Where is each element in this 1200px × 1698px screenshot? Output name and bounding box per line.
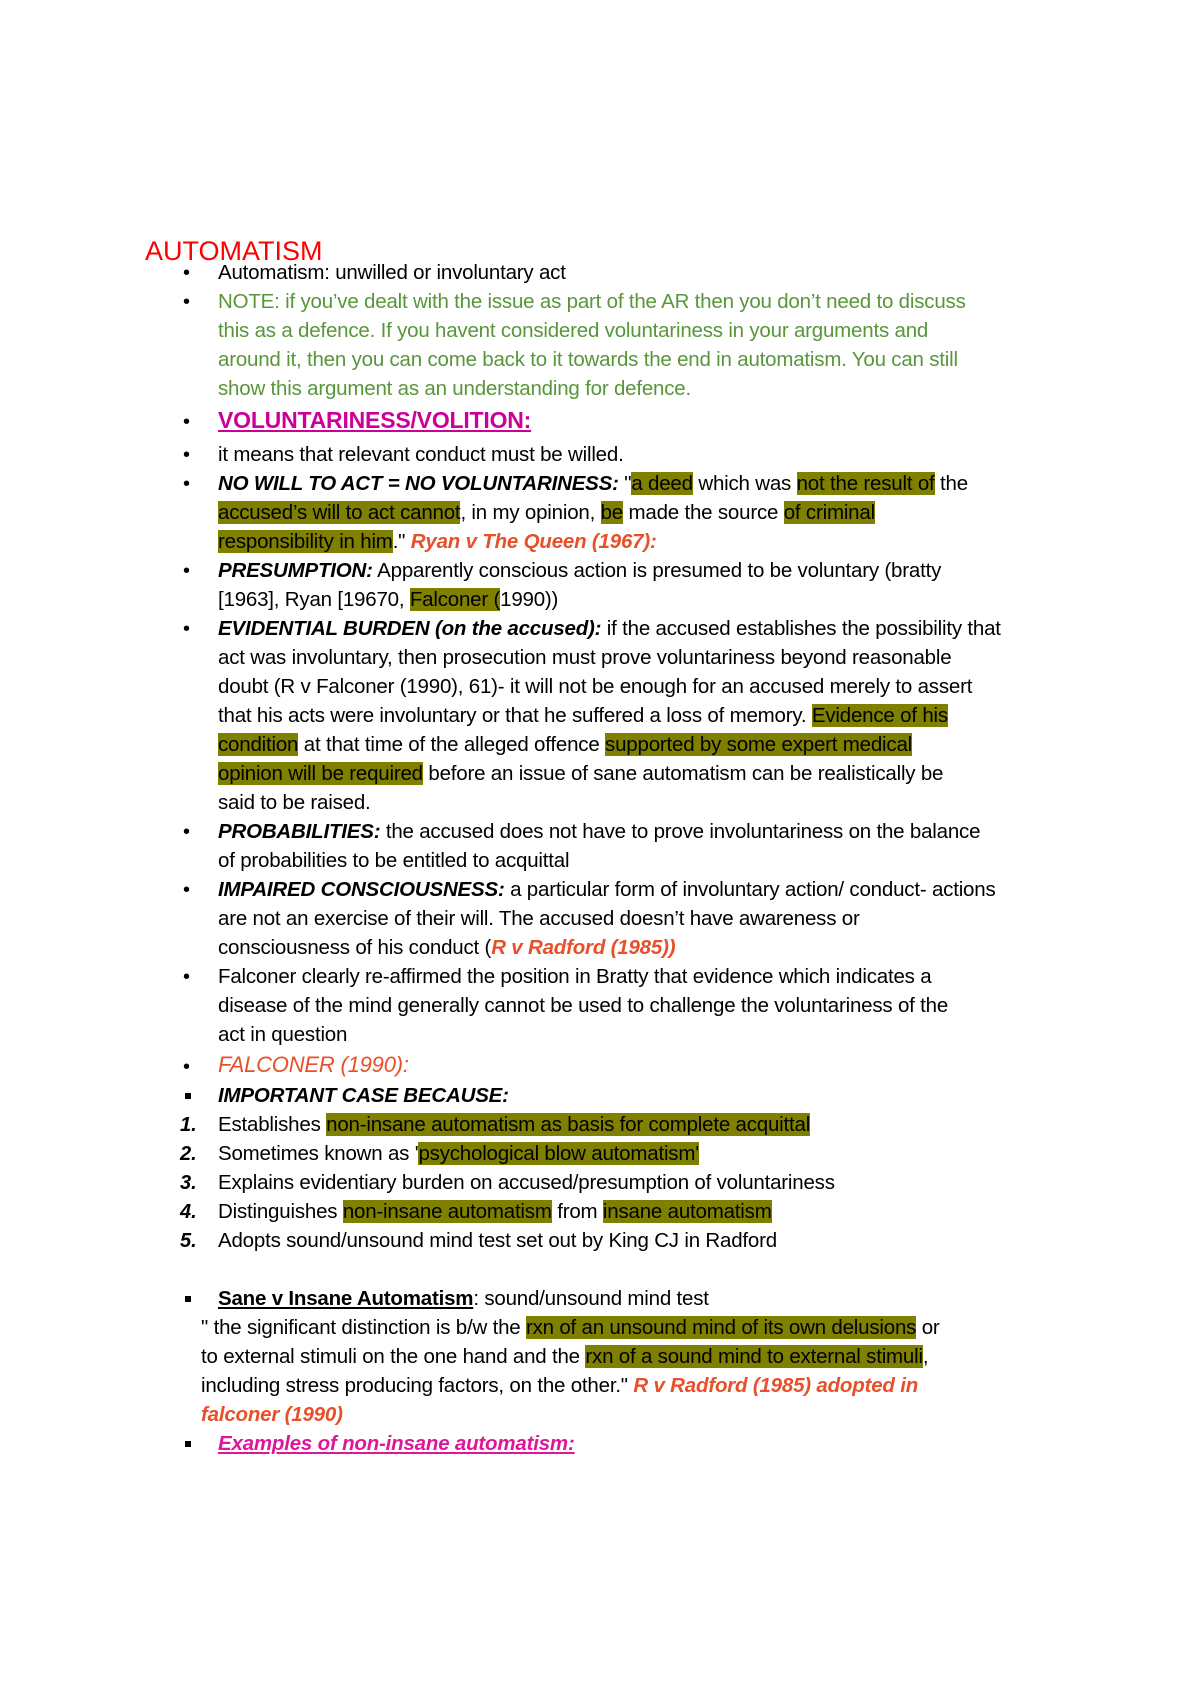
text: , in my opinion, [460,501,601,524]
text: [1963], Ryan [19670, [218,588,410,611]
text: ." [392,530,411,553]
text: that his acts were involuntary or that he suffered a loss of memory. [218,704,812,727]
list-number: 5. [180,1230,197,1252]
bullet-icon: • [183,879,191,901]
note-line: show this argument as an understanding for defence. [218,377,691,400]
quote-line [201,1313,940,1343]
highlight: non-insane automatism [342,1200,552,1223]
text-line: are not an exercise of their will. The accused doesn’t have awareness or [218,907,860,930]
highlight: of criminal [783,501,875,524]
highlight: rxn of a sound mind to external stimuli [585,1345,923,1368]
term-label: NO WILL TO ACT = NO VOLUNTARINESS: [218,472,619,495]
text-line: Falconer clearly re-affirmed the position in Bratty that evidence which indicates a [218,965,932,988]
highlight: not the result of [796,472,935,495]
note-line: this as a defence. If you havent considered voluntariness in your arguments and [218,319,929,342]
text: from [551,1200,603,1223]
text: : sound/unsound mind test [473,1287,709,1310]
bullet-icon: • [183,473,191,495]
text: to external stimuli on the one hand and the [201,1345,586,1368]
bullet-icon: • [183,411,191,433]
highlight: responsibility in him [218,530,393,553]
list-item-evidential [218,614,1001,644]
list-number: 2. [180,1143,197,1165]
text: , [922,1345,929,1368]
text: if the accused establishes the possibility that [601,617,1001,640]
text: Apparently conscious action is presumed to be voluntary (bratty [372,559,942,582]
text: a particular form of involuntary action/ conduct- actions [504,878,996,901]
text: the accused does not have to prove involuntariness on the balance [380,820,981,843]
list-item-sane-insane [218,1284,709,1314]
text: made the source [623,501,784,524]
note-line: around it, then you can come back to it towards the end in automatism. You can still [218,348,958,371]
bullet-icon: • [183,618,191,640]
text-line [218,933,675,963]
text: which was [692,472,797,495]
highlight: Evidence of his [811,704,948,727]
quote-line [201,1342,928,1372]
bullet-icon: • [183,291,191,313]
text-line [218,701,948,731]
highlight: supported by some expert medical [605,733,913,756]
highlight: opinion will be required [218,762,423,785]
text: " the significant distinction is b/w the [201,1316,526,1339]
highlight: non-insane automatism as basis for complete acquittal [326,1113,811,1136]
page-title: AUTOMATISM [145,236,323,266]
bullet-icon: • [183,560,191,582]
bullet-icon: • [183,1056,191,1078]
highlight: insane automatism [602,1200,772,1223]
note-line: NOTE: if you’ve dealt with the issue as part of the AR then you don’t need to discuss [218,290,966,313]
term-label: PROBABILITIES: [218,820,381,843]
text: Sometimes known as ' [218,1142,419,1165]
numbered-item [218,1139,699,1169]
case-citation: falconer (1990) [201,1403,343,1426]
highlight: Falconer ( [409,588,501,611]
bullet-icon: • [183,821,191,843]
text-line: act was involuntary, then prosecution must prove voluntariness beyond reasonable [218,646,952,669]
bullet-icon: • [183,262,191,284]
highlight: condition [218,733,299,756]
text: consciousness of his conduct ( [218,936,492,959]
numbered-item: Explains evidentiary burden on accused/presumption of voluntariness [218,1171,835,1194]
text: the [934,472,968,495]
list-item-probabilities [218,817,980,847]
text-line [218,730,912,760]
text: 1990)) [500,588,559,611]
text-line: said to be raised. [218,791,371,814]
numbered-item [218,1197,772,1227]
term-label: EVIDENTIAL BURDEN (on the accused): [218,617,602,640]
case-citation: R v Radford (1985)) [491,936,676,959]
bullet-icon: • [183,966,191,988]
text: " [618,472,632,495]
square-bullet-icon [185,1296,191,1302]
bullet-icon: • [183,444,191,466]
text: Distinguishes [218,1200,343,1223]
text: Establishes [218,1113,327,1136]
square-bullet-icon [185,1441,191,1447]
text-line [218,759,943,789]
list-item: Automatism: unwilled or involuntary act [218,261,566,284]
text-line: doubt (R v Falconer (1990), 61)- it will not be enough for an accused merely to assert [218,675,973,698]
numbered-item [218,1110,810,1140]
section-heading-falconer: FALCONER (1990): [218,1052,409,1077]
text: including stress producing factors, on the other." [201,1374,634,1397]
list-item-nowill-cont [218,527,657,557]
case-citation: R v Radford (1985) adopted in [633,1374,919,1397]
text: before an issue of sane automatism can be realistically be [422,762,944,785]
text: at that time of the alleged offence [298,733,606,756]
subheading-important: IMPORTANT CASE BECAUSE: [218,1084,509,1107]
list-item: it means that relevant conduct must be willed. [218,443,624,466]
section-heading-voluntariness: VOLUNTARINESS/VOLITION: [218,407,532,433]
term-label: Sane v Insane Automatism [218,1287,474,1310]
highlight: accused’s will to act cannot [218,501,461,524]
square-bullet-icon [185,1093,191,1099]
numbered-item: Adopts sound/unsound mind test set out by King CJ in Radford [218,1229,777,1252]
text: or [916,1316,940,1339]
list-item-nowill-cont [218,498,875,528]
text-line: disease of the mind generally cannot be used to challenge the voluntariness of the [218,994,949,1017]
list-number: 1. [180,1114,197,1136]
highlight: a deed [631,472,693,495]
highlight: psychological blow automatism' [418,1142,699,1165]
list-item-impaired [218,875,996,905]
term-label: IMPAIRED CONSCIOUSNESS: [218,878,505,901]
highlight: be [600,501,624,524]
list-number: 3. [180,1172,197,1194]
subheading-examples: Examples of non-insane automatism: [218,1432,575,1455]
text-line: act in question [218,1023,348,1046]
list-number: 4. [180,1201,197,1223]
list-item-presumption-cont [218,585,558,615]
term-label: PRESUMPTION: [218,559,373,582]
quote-line [201,1371,918,1401]
list-item-nowill [218,469,968,499]
text-line: of probabilities to be entitled to acquittal [218,849,570,872]
list-item-presumption [218,556,941,586]
case-citation: Ryan v The Queen (1967): [410,530,657,553]
highlight: rxn of an unsound mind of its own delusions [525,1316,917,1339]
